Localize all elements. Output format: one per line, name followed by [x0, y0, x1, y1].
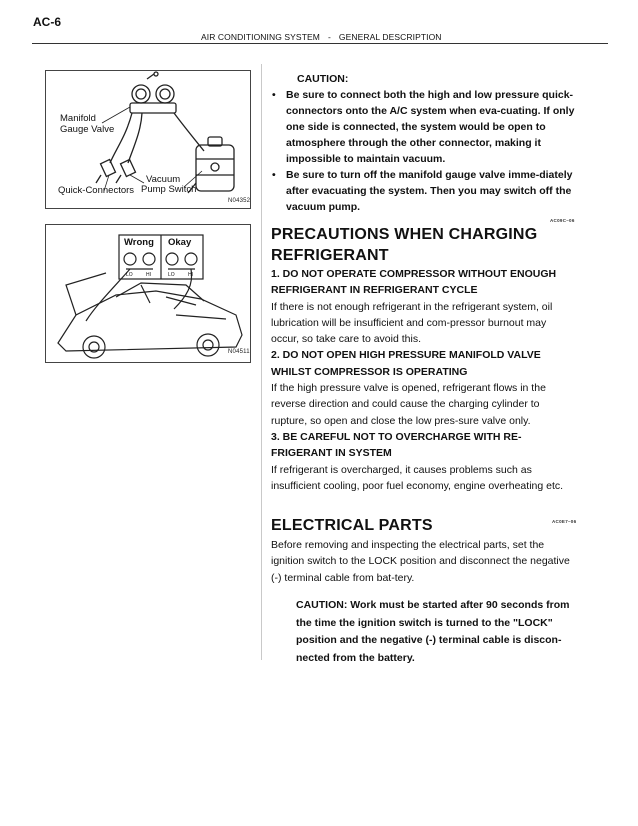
- section-title-precautions: PRECAUTIONS WHEN CHARGING REFRIGERANT: [271, 226, 538, 264]
- running-head: [201, 32, 442, 42]
- reference-code: AC0E7–06: [552, 519, 577, 524]
- label-vacuum: Vacuum: [146, 174, 181, 185]
- precautions-body: [271, 266, 577, 494]
- caution-bullet: • Be sure to connect both the high and low pressure quick-connectors onto the A/C system when eva-cuating. If only one side is connected, the system would be open to atmosphere through the other connector, making it impossible to maintain vacuum.: [270, 87, 576, 167]
- manifold-gauge-figure: [45, 70, 251, 209]
- electrical-caution: CAUTION: Work must be started after 90 seconds from the time the ignition switch is turned to the "LOCK" position and the negative (-) terminal cable is discon-nected from the battery.: [296, 599, 570, 664]
- figure-code: N04511: [228, 349, 250, 355]
- column-divider: [261, 64, 262, 660]
- label-wrong: Wrong: [124, 237, 154, 248]
- caution-list: [270, 87, 576, 215]
- header-separator: -: [327, 32, 331, 42]
- section-title-electrical: ELECTRICAL PARTS: [271, 517, 433, 534]
- label-quick-connectors: Quick-Connectors: [58, 185, 135, 196]
- electrical-intro: Before removing and inspecting the electrical parts, set the ignition switch to the LOCK position and disconnect the negative (-) terminal cable from bat-tery.: [271, 539, 570, 584]
- precaution-heading: 2. DO NOT OPEN HIGH PRESSURE MANIFOLD VALVE WHILST COMPRESSOR IS OPERATING: [271, 349, 541, 378]
- label-lo-wrong: LO: [126, 272, 133, 278]
- reference-code: AC09C–06: [550, 218, 575, 223]
- section-label: GENERAL DESCRIPTION: [338, 32, 442, 42]
- label-okay: Okay: [168, 237, 192, 248]
- label-manifold: Manifold: [60, 113, 96, 124]
- page-number: AC-6: [33, 15, 62, 29]
- charging-figure: [45, 224, 251, 363]
- label-pump-switch: Pump Switch: [141, 184, 197, 195]
- caution-heading: CAUTION:: [297, 73, 349, 85]
- label-gauge-valve: Gauge Valve: [60, 124, 115, 135]
- precaution-text: If there is not enough refrigerant in the refrigerant system, oil lubrication will be insufficient and com-pressor burnout may occur, so take care to avoid this.: [271, 300, 553, 346]
- label-lo-okay: LO: [168, 272, 175, 278]
- precaution-heading: 3. BE CAREFUL NOT TO OVERCHARGE WITH RE-FRIGERANT IN SYSTEM: [271, 430, 522, 460]
- precaution-heading: 1. DO NOT OPERATE COMPRESSOR WITHOUT ENOUGH REFRIGERANT IN REFRIGERANT CYCLE: [271, 268, 557, 297]
- precaution-text: If the high pressure valve is opened, refrigerant flows in the reverse direction and could cause the charging cylinder to rupture, so open and close the low pres-sure valve only.: [271, 382, 546, 427]
- chapter-title: AIR CONDITIONING SYSTEM: [201, 32, 320, 42]
- figure-code: N04352: [228, 198, 251, 204]
- caution-bullet: • Be sure to turn off the manifold gauge valve imme-diately after evacuating the system. Then you may switch off the vacuum pump.: [270, 167, 576, 215]
- label-hi-okay: HI: [188, 272, 193, 278]
- header-rule: [32, 43, 608, 44]
- label-hi-wrong: HI: [146, 272, 151, 278]
- precaution-text: If refrigerant is overcharged, it causes problems such as insufficient cooling, poor fuel economy, engine overheating etc.: [271, 463, 564, 492]
